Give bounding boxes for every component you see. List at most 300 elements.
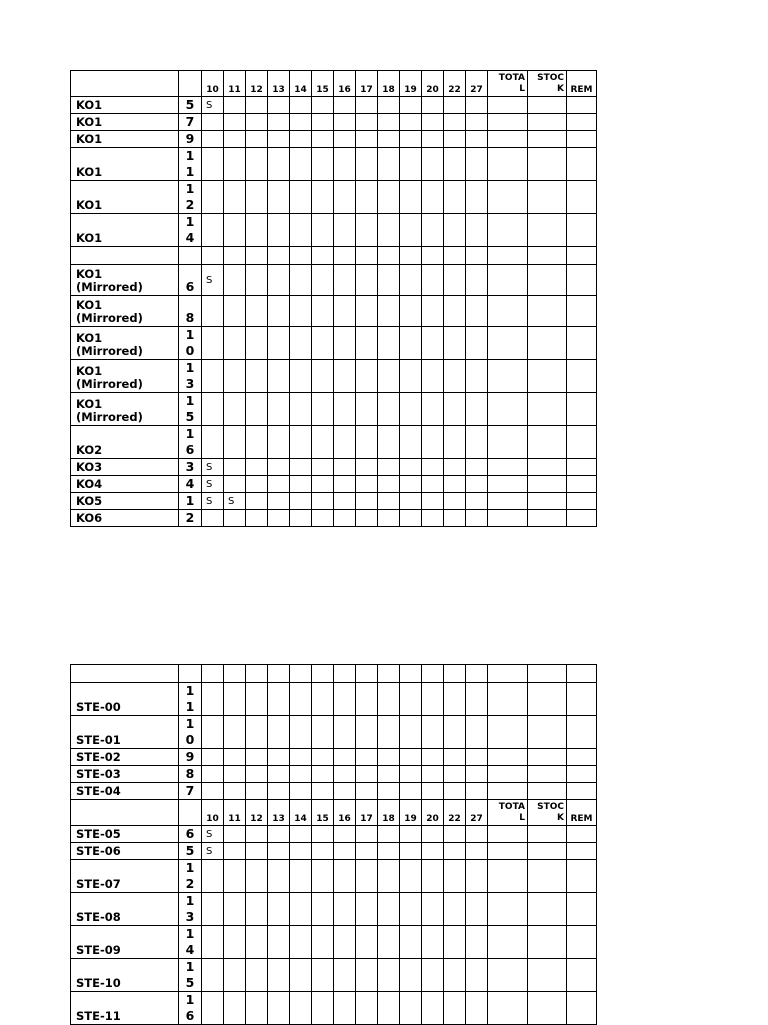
- header-row: [71, 71, 597, 97]
- size-cell: [224, 783, 246, 800]
- cell-line: 1: [185, 327, 195, 342]
- cell-line: K: [557, 813, 564, 823]
- size-cell: [378, 459, 400, 476]
- table-row: [71, 393, 597, 426]
- cell-line: STE-01: [76, 733, 121, 747]
- rem-cell: [567, 360, 597, 393]
- table-row: [71, 214, 597, 247]
- cell-line: KO3: [76, 460, 103, 474]
- size-cell: [356, 131, 378, 148]
- item-name-cell: [71, 826, 179, 843]
- size-cell: [334, 860, 356, 893]
- size-cell: [444, 843, 466, 860]
- size-cell: [312, 131, 334, 148]
- size-cell: S: [202, 826, 224, 843]
- rem-cell: [567, 265, 597, 296]
- size-cell: [378, 716, 400, 749]
- size-cell: [400, 926, 422, 959]
- size-cell: [246, 749, 268, 766]
- cell-line: STE-10: [76, 976, 121, 990]
- column-header: [466, 665, 488, 683]
- size-cell: [334, 749, 356, 766]
- total-cell: [488, 181, 528, 214]
- cell-line: L: [519, 84, 525, 94]
- rem-cell: [567, 148, 597, 181]
- size-cell: [202, 766, 224, 783]
- size-cell: [444, 459, 466, 476]
- size-cell: [378, 893, 400, 926]
- item-name-cell: [71, 959, 179, 992]
- size-cell: [466, 843, 488, 860]
- cell-line: KO1: [76, 364, 103, 378]
- item-qty-cell: [179, 493, 202, 510]
- header-name-cell: [71, 800, 179, 826]
- size-cell: [202, 716, 224, 749]
- column-header: 17: [356, 800, 378, 826]
- rem-cell: [567, 766, 597, 783]
- size-cell: [312, 843, 334, 860]
- empty-cell: [224, 247, 246, 265]
- rem-header: [567, 665, 597, 683]
- size-cell: [356, 181, 378, 214]
- total-header: [488, 71, 528, 97]
- size-cell: [268, 493, 290, 510]
- cell-line: (Mirrored): [76, 311, 143, 325]
- table-row: [71, 959, 597, 992]
- total-cell: [488, 783, 528, 800]
- cell-line: 3: [185, 909, 195, 924]
- size-cell: [466, 214, 488, 247]
- stock-cell: [528, 959, 567, 992]
- size-cell: [422, 926, 444, 959]
- rem-cell: [567, 97, 597, 114]
- size-cell: [246, 476, 268, 493]
- size-cell: [202, 893, 224, 926]
- size-cell: [378, 296, 400, 327]
- size-cell: [224, 959, 246, 992]
- cell-line: KO6: [76, 511, 103, 525]
- size-cell: [334, 426, 356, 459]
- size-cell: [202, 214, 224, 247]
- size-cell: [202, 296, 224, 327]
- stock-cell: [528, 510, 567, 527]
- size-cell: [312, 97, 334, 114]
- size-cell: [422, 766, 444, 783]
- size-cell: [422, 992, 444, 1025]
- cell-line: TOTA: [498, 802, 525, 812]
- size-cell: [246, 459, 268, 476]
- item-qty-cell: [179, 843, 202, 860]
- size-cell: [378, 493, 400, 510]
- item-name-cell: [71, 426, 179, 459]
- total-cell: [488, 114, 528, 131]
- cell-line: 1: [185, 148, 195, 163]
- size-cell: [422, 393, 444, 426]
- size-cell: [466, 148, 488, 181]
- total-cell: [488, 716, 528, 749]
- size-cell: [422, 893, 444, 926]
- cell-line: STE-00: [76, 700, 121, 714]
- size-cell: [444, 683, 466, 716]
- size-cell: [290, 766, 312, 783]
- size-cell: [422, 493, 444, 510]
- size-cell: [224, 476, 246, 493]
- cell-line: 7: [185, 783, 195, 798]
- cell-line: 0: [185, 732, 195, 747]
- size-cell: [290, 393, 312, 426]
- rem-cell: [567, 181, 597, 214]
- size-cell: [268, 360, 290, 393]
- stock-cell: [528, 860, 567, 893]
- size-cell: [224, 926, 246, 959]
- size-cell: [246, 716, 268, 749]
- size-cell: [202, 860, 224, 893]
- size-cell: [334, 148, 356, 181]
- size-cell: [400, 181, 422, 214]
- size-cell: [246, 860, 268, 893]
- size-cell: [400, 131, 422, 148]
- size-cell: [202, 510, 224, 527]
- cell-line: 1: [185, 181, 195, 196]
- item-name-cell: [71, 459, 179, 476]
- size-cell: [378, 826, 400, 843]
- size-cell: [224, 749, 246, 766]
- empty-cell: [246, 247, 268, 265]
- size-cell: [290, 493, 312, 510]
- rem-cell: [567, 510, 597, 527]
- size-cell: [290, 476, 312, 493]
- table-row: [71, 826, 597, 843]
- column-header: 11: [224, 71, 246, 97]
- size-cell: [334, 214, 356, 247]
- size-cell: [400, 327, 422, 360]
- item-name-cell: [71, 493, 179, 510]
- size-cell: [268, 114, 290, 131]
- size-cell: [400, 860, 422, 893]
- size-cell: [334, 393, 356, 426]
- size-cell: [268, 426, 290, 459]
- empty-cell: [488, 247, 528, 265]
- cell-line: STE-11: [76, 1009, 121, 1023]
- item-qty-cell: [179, 783, 202, 800]
- size-cell: [202, 749, 224, 766]
- size-cell: [356, 683, 378, 716]
- size-cell: [466, 716, 488, 749]
- rem-cell: [567, 826, 597, 843]
- column-header: 15: [312, 71, 334, 97]
- column-header: [444, 665, 466, 683]
- rem-cell: [567, 749, 597, 766]
- column-header: 18: [378, 800, 400, 826]
- item-name-cell: [71, 749, 179, 766]
- size-cell: [312, 296, 334, 327]
- stock-cell: [528, 992, 567, 1025]
- size-cell: [312, 749, 334, 766]
- size-cell: [422, 426, 444, 459]
- table-row: [71, 783, 597, 800]
- item-name-cell: [71, 716, 179, 749]
- size-cell: [466, 296, 488, 327]
- size-cell: [290, 97, 312, 114]
- column-header: 17: [356, 71, 378, 97]
- size-cell: [268, 296, 290, 327]
- cell-line: STOC: [537, 802, 564, 812]
- size-cell: [444, 826, 466, 843]
- ko-schedule-table: [70, 70, 597, 527]
- stock-cell: [528, 148, 567, 181]
- size-cell: [246, 296, 268, 327]
- item-qty-cell: [179, 296, 202, 327]
- size-cell: [378, 510, 400, 527]
- size-cell: [246, 893, 268, 926]
- size-cell: [378, 97, 400, 114]
- size-cell: [356, 783, 378, 800]
- size-cell: [400, 114, 422, 131]
- cell-line: STE-09: [76, 943, 121, 957]
- total-cell: [488, 426, 528, 459]
- column-header: 11: [224, 800, 246, 826]
- size-cell: [378, 843, 400, 860]
- size-cell: [400, 426, 422, 459]
- size-cell: [312, 959, 334, 992]
- size-cell: [466, 683, 488, 716]
- cell-line: STE-03: [76, 767, 121, 781]
- size-cell: [334, 327, 356, 360]
- cell-line: 3: [185, 459, 195, 474]
- empty-cell: [290, 247, 312, 265]
- cell-line: 1: [185, 493, 195, 508]
- size-cell: [356, 893, 378, 926]
- size-cell: [268, 476, 290, 493]
- size-cell: [312, 716, 334, 749]
- size-cell: [466, 181, 488, 214]
- table-row: [71, 97, 597, 114]
- item-name-cell: [71, 476, 179, 493]
- size-cell: [290, 426, 312, 459]
- size-cell: [334, 959, 356, 992]
- size-cell: [224, 360, 246, 393]
- size-cell: [356, 114, 378, 131]
- size-cell: [268, 510, 290, 527]
- size-cell: S: [202, 459, 224, 476]
- blank-header-row: [71, 665, 597, 683]
- size-cell: [290, 992, 312, 1025]
- table-row: [71, 296, 597, 327]
- total-cell: [488, 683, 528, 716]
- cell-line: 1: [185, 214, 195, 229]
- size-cell: [290, 926, 312, 959]
- rem-cell: [567, 783, 597, 800]
- item-name-cell: [71, 393, 179, 426]
- size-cell: [202, 926, 224, 959]
- total-cell: [488, 749, 528, 766]
- cell-line: STE-06: [76, 844, 121, 858]
- size-cell: [400, 493, 422, 510]
- size-cell: [246, 493, 268, 510]
- cell-line: KO2: [76, 443, 103, 457]
- size-cell: [224, 459, 246, 476]
- cell-line: 9: [185, 749, 195, 764]
- size-cell: [224, 296, 246, 327]
- item-name-cell: [71, 148, 179, 181]
- size-cell: [466, 510, 488, 527]
- cell-line: 1: [185, 860, 195, 875]
- total-cell: [488, 476, 528, 493]
- size-cell: [224, 716, 246, 749]
- size-cell: [400, 959, 422, 992]
- column-header: 15: [312, 800, 334, 826]
- size-cell: [290, 510, 312, 527]
- size-cell: [422, 148, 444, 181]
- cell-line: 1: [185, 426, 195, 441]
- column-header: [378, 665, 400, 683]
- size-cell: [378, 114, 400, 131]
- size-cell: [422, 131, 444, 148]
- column-header: 12: [246, 71, 268, 97]
- size-cell: [224, 114, 246, 131]
- item-qty-cell: [179, 826, 202, 843]
- cell-line: (Mirrored): [76, 280, 143, 294]
- size-cell: [356, 360, 378, 393]
- size-cell: [290, 843, 312, 860]
- stock-header: [528, 800, 567, 826]
- item-name-cell: [71, 766, 179, 783]
- size-cell: [202, 683, 224, 716]
- cell-line: 2: [185, 876, 195, 891]
- header-name-cell: [71, 665, 179, 683]
- stock-cell: [528, 114, 567, 131]
- empty-cell: [444, 247, 466, 265]
- size-cell: [356, 327, 378, 360]
- item-qty-cell: [179, 360, 202, 393]
- total-cell: [488, 493, 528, 510]
- rem-cell: [567, 893, 597, 926]
- size-cell: [400, 749, 422, 766]
- size-cell: [334, 826, 356, 843]
- total-cell: [488, 959, 528, 992]
- column-header: 13: [268, 71, 290, 97]
- size-cell: [246, 131, 268, 148]
- header-qty-cell: [179, 800, 202, 826]
- size-cell: [356, 393, 378, 426]
- total-cell: [488, 393, 528, 426]
- item-name-cell: [71, 926, 179, 959]
- rem-header: REM: [567, 800, 597, 826]
- item-qty-cell: [179, 959, 202, 992]
- cell-line: 3: [185, 376, 195, 391]
- item-name-cell: [71, 360, 179, 393]
- column-header: [202, 665, 224, 683]
- size-cell: [400, 843, 422, 860]
- size-cell: [334, 459, 356, 476]
- rem-cell: [567, 459, 597, 476]
- cell-line: 5: [185, 409, 195, 424]
- size-cell: [466, 327, 488, 360]
- item-name-cell: [71, 843, 179, 860]
- size-cell: [312, 214, 334, 247]
- cell-line: 5: [185, 975, 195, 990]
- size-cell: [356, 843, 378, 860]
- cell-line: KO1: [76, 298, 103, 312]
- item-qty-cell: [179, 716, 202, 749]
- item-qty-cell: [179, 214, 202, 247]
- size-cell: [268, 393, 290, 426]
- table-row: [71, 265, 597, 296]
- column-header: 13: [268, 800, 290, 826]
- stock-header: [528, 665, 567, 683]
- stock-cell: [528, 766, 567, 783]
- column-header: [422, 665, 444, 683]
- size-cell: [422, 459, 444, 476]
- size-cell: [466, 926, 488, 959]
- size-cell: [378, 148, 400, 181]
- size-cell: [224, 683, 246, 716]
- size-cell: [378, 476, 400, 493]
- item-name-cell: [71, 683, 179, 716]
- rem-cell: [567, 959, 597, 992]
- total-cell: [488, 926, 528, 959]
- size-cell: [290, 360, 312, 393]
- size-cell: [334, 783, 356, 800]
- stock-cell: [528, 393, 567, 426]
- size-cell: [290, 826, 312, 843]
- size-cell: [444, 766, 466, 783]
- size-cell: [268, 683, 290, 716]
- item-qty-cell: [179, 860, 202, 893]
- rem-cell: [567, 716, 597, 749]
- total-cell: [488, 992, 528, 1025]
- size-cell: [312, 459, 334, 476]
- rem-cell: [567, 926, 597, 959]
- size-cell: [202, 148, 224, 181]
- stock-cell: [528, 265, 567, 296]
- size-cell: [466, 493, 488, 510]
- cell-line: 6: [185, 442, 195, 457]
- rem-cell: [567, 843, 597, 860]
- cell-line: TOTA: [498, 73, 525, 83]
- size-cell: [312, 181, 334, 214]
- size-cell: [312, 926, 334, 959]
- size-cell: [466, 476, 488, 493]
- total-cell: [488, 843, 528, 860]
- size-cell: [378, 926, 400, 959]
- size-cell: [246, 148, 268, 181]
- size-cell: [290, 296, 312, 327]
- size-cell: [422, 114, 444, 131]
- size-cell: [246, 97, 268, 114]
- item-qty-cell: [179, 393, 202, 426]
- item-name-cell: [71, 860, 179, 893]
- size-cell: [422, 296, 444, 327]
- cell-line: 5: [185, 843, 195, 858]
- stock-cell: [528, 783, 567, 800]
- cell-line: 4: [185, 476, 195, 491]
- item-qty-cell: [179, 148, 202, 181]
- item-qty-cell: [179, 476, 202, 493]
- total-cell: [488, 893, 528, 926]
- table-row: [71, 148, 597, 181]
- size-cell: [378, 131, 400, 148]
- rem-cell: [567, 426, 597, 459]
- size-cell: [444, 992, 466, 1025]
- cell-line: 2: [185, 510, 195, 525]
- size-cell: [246, 265, 268, 296]
- size-cell: [312, 826, 334, 843]
- size-cell: [422, 327, 444, 360]
- rem-cell: [567, 860, 597, 893]
- cell-line: KO1: [76, 98, 103, 112]
- item-name-cell: [71, 114, 179, 131]
